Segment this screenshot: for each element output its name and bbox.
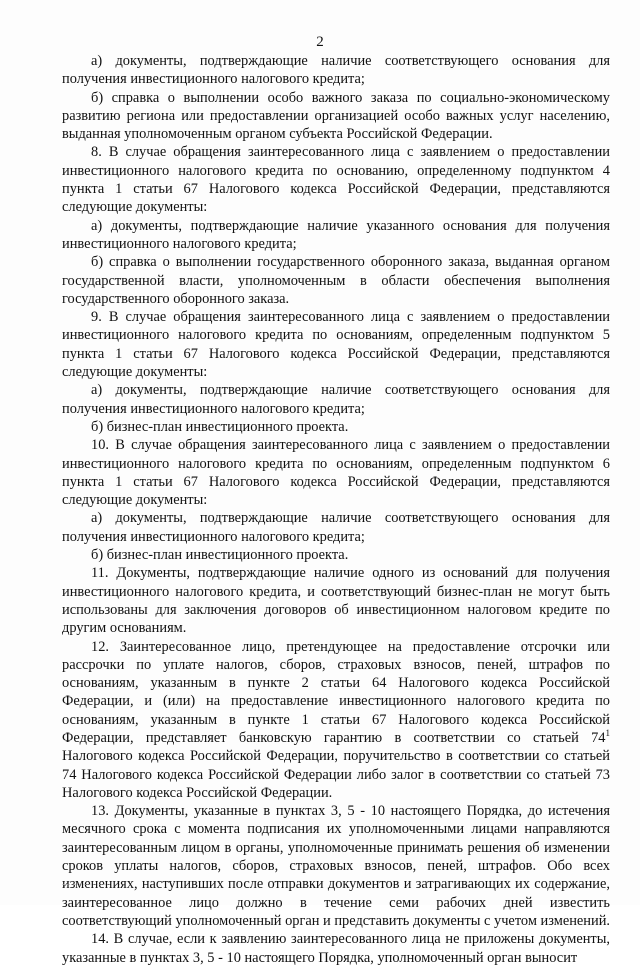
paragraph-9: 9. В случае обращения заинтересованного лица с заявлением о предоставлении инвестиционного налогового кредита по основаниям, определенным подпунктом 5 пункта 1 статьи 67 Налогового кодекса Российской Федерации, представляются следующие документы: <box>62 309 610 381</box>
paragraph-11: 11. Документы, подтверждающие наличие одного из оснований для получения инвестиционного налогового кредита, и соответствующий бизнес-план не могут быть использованы для заключения договоров об инвестиционном налоговом кредите по другим основаниям. <box>62 565 610 637</box>
paragraph-12-text-end: Налогового кодекса Российской Федерации, поручительство в соответствии со статьей 74 Налогового кодекса Российской Федерации либо залог в соответствии со статьей 73 Налогового кодекса Российской Федерации. <box>62 748 610 801</box>
paragraph-13: 13. Документы, указанные в пунктах 3, 5 - 10 настоящего Порядка, до истечения месячного срока с момента подписания их уполномоченными лицами направляются заинтересованным лицом в органы, уполномоченные принимать решения об изменении сроков уплаты налогов, сборов, страховых взносов, пеней, штрафов. Обо всех изменениях, наступивших после отправки документов и затрагивающих их содержание, заинтересованное лицо должно в течение семи рабочих дней известить соответствующий уполномоченный орган и представить документы с учетом изменений. <box>62 803 611 929</box>
scan-artifact <box>62 878 122 885</box>
paragraph-9a: а) документы, подтверждающие наличие соответствующего основания для получения инвестиционного налогового кредита; <box>62 382 610 417</box>
paragraph-7b: б) справка о выполнении особо важного заказа по социально-экономическому развитию региона или предоставлении организацией особо важных услуг населению, выданная уполномоченным органом субъекта Российской Федерации. <box>62 89 610 143</box>
paragraph-14: 14. В случае, если к заявлению заинтересованного лица не приложены документы, указанные в пунктах 3, 5 - 10 настоящего Порядка, уполномоченный орган выносит <box>62 931 610 966</box>
paragraph-10a: а) документы, подтверждающие наличие соответствующего основания для получения инвестиционного налогового кредита; <box>62 510 610 545</box>
paragraph-12 <box>62 638 610 803</box>
paragraph-8b: б) справка о выполнении государственного оборонного заказа, выданная органом государственной власти, уполномоченным в области обеспечения выполнения государственного оборонного заказа. <box>62 254 610 307</box>
paragraph-9b: б) бизнес-план инвестиционного проекта. <box>91 418 349 435</box>
document-body <box>62 52 610 967</box>
paragraph-8a: а) документы, подтверждающие наличие указанного основания для получения инвестиционного налогового кредита; <box>62 217 610 252</box>
paragraph-10b: б) бизнес-план инвестиционного проекта. <box>91 547 349 564</box>
paragraph-12-text: 12. Заинтересованное лицо, претендующее на предоставление отсрочки или рассрочки по уплате налогов, сборов, страховых взносов, пеней, штрафов по основаниям, указанным в пункте 2 статьи 64 Налогового кодекса Российской Федерации, и (или) на предоставление инвестиционного налогового кредита по основаниям, указанным в пункте 1 статьи 67 Налогового кодекса Российской Федерации, представляет банковскую гарантию в соответствии со статьей 74 <box>62 638 610 746</box>
paragraph-7a: а) документы, подтверждающие наличие соответствующего основания для получения инвестиционного налогового кредита; <box>62 53 610 88</box>
paragraph-8: 8. В случае обращения заинтересованного лица с заявлением о предоставлении инвестиционного налогового кредита по основанию, определенному подпунктом 4 пункта 1 статьи 67 Налогового кодекса Российской Федерации, представляются следующие документы: <box>62 144 610 216</box>
article-superscript: 1 <box>605 728 610 739</box>
paragraph-10: 10. В случае обращения заинтересованного лица с заявлением о предоставлении инвестиционного налогового кредита по основаниям, определенным подпунктом 6 пункта 1 статьи 67 Налогового кодекса Российской Федерации, представляются следующие документы: <box>62 437 610 509</box>
page-number: 2 <box>316 34 324 50</box>
